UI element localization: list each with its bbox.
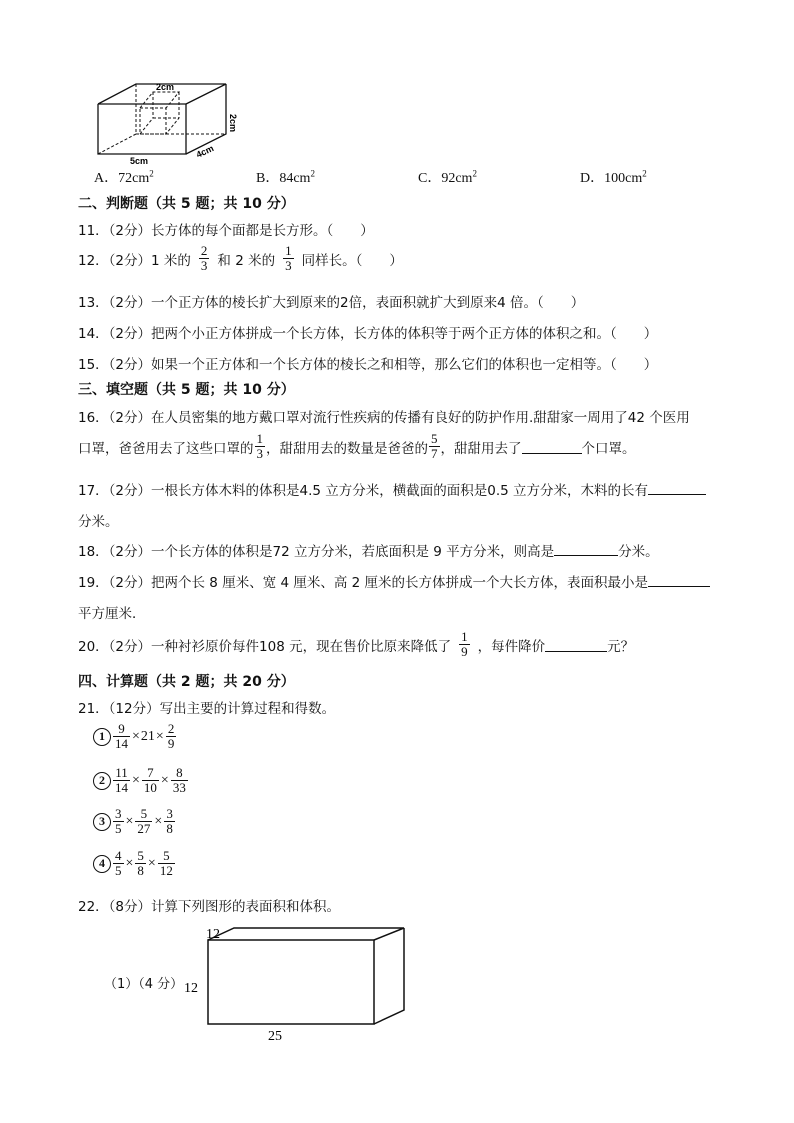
dim-top: 12: [206, 927, 220, 942]
question-20: 20．（2分）一种衬衫原价每件108 元，现在售价比原来降低了 $\frac{1}{9}$ ，每件降价 元？: [78, 629, 635, 659]
section-title: 二、判断题（共 5 题；共 10 分）: [78, 196, 295, 212]
section-title: 三、填空题（共 5 题；共 10 分）: [78, 382, 295, 398]
question-11: 11．（2分）长方体的每个面都是长方形。（ ）: [78, 223, 374, 239]
dim-bottom: 25: [268, 1029, 282, 1044]
question-12: 12．（2分）1 米的 $\frac{2}{3}$ 和 2 米的 $\frac{1}{3}$ 同样长。（ ）: [78, 243, 403, 273]
question-16-line2: 口罩，爸爸用去了这些口罩的 $\frac{1}{3}$ ，甜甜用去的数量是爸爸的 $\frac{5}{7}$ ，甜甜用去了 个口罩。: [78, 431, 636, 461]
answer-blank[interactable]: [522, 439, 582, 454]
fraction: $\frac{1}{3}$: [256, 431, 263, 461]
calc-item: 4 $\frac{4}{5}$ × $\frac{5}{8}$ × $\frac{5}{12}$: [93, 849, 176, 878]
label-right: 2cm: [228, 114, 238, 133]
question-15: 15．（2分）如果一个正方体和一个长方体的棱长之和相等，那么它们的体积也一定相等。（ ）: [78, 357, 658, 373]
dim-left: 12: [184, 981, 198, 996]
question-21: 21．（12分）写出主要的计算过程和得数。: [78, 701, 336, 717]
question-13: 13．（2分）一个正方体的棱长扩大到原来的2倍，表面积就扩大到原来4 倍。（ ）: [78, 295, 585, 311]
question-19-line2: 平方厘米．: [78, 606, 146, 622]
answer-blank[interactable]: [545, 637, 607, 652]
answer-blank[interactable]: [554, 543, 618, 556]
cuboid-figure: [90, 78, 260, 164]
question-18: 18．（2分）一个长方体的体积是72 立方分米，若底面积是 9 平方分米，则高是 分米。: [78, 544, 659, 560]
fraction: $\frac{1}{9}$: [461, 629, 468, 659]
circled-number: 2: [93, 772, 111, 790]
answer-blank[interactable]: [648, 482, 706, 495]
sub-question-label: （1）（4 分）: [104, 977, 184, 992]
question-17-line1: 17．（2分）一根长方体木料的体积是4.5 立方分米，横截面的面积是0.5 立方分米，木料的长有: [78, 479, 706, 499]
label-top: 2cm: [156, 82, 175, 92]
question-14: 14．（2分）把两个小正方体拼成一个长方体，长方体的体积等于两个正方体的体积之和。（ ）: [78, 326, 658, 342]
circled-number: 3: [93, 813, 111, 831]
circled-number: 1: [93, 728, 111, 746]
fraction: $\frac{5}{7}$: [431, 431, 438, 461]
fraction: $\frac{2}{3}$: [200, 243, 208, 273]
question-22: 22．（8分）计算下列图形的表面积和体积。: [78, 899, 341, 915]
option-a: A．$72cm^2$: [94, 168, 154, 186]
cuboid-figure-2: [180, 922, 420, 1046]
question-16-line1: 16．（2分）在人员密集的地方戴口罩对流行性疾病的传播有良好的防护作用.甜甜家一周用了42 个医用: [78, 410, 690, 426]
label-side: 4cm: [194, 143, 216, 160]
option-d: D．$100cm^2$: [580, 168, 647, 186]
section-title: 四、计算题（共 2 题；共 20 分）: [78, 674, 295, 690]
calc-item: 3 $\frac{3}{5}$ × $\frac{5}{27}$ × $\frac{3}{8}$: [93, 807, 176, 836]
calc-item: 2 $\frac{11}{14}$ × $\frac{7}{10}$ × $\frac{8}{33}$: [93, 766, 189, 795]
question-17-line2: 分米。: [78, 514, 119, 530]
option-b: B．$84cm^2$: [256, 168, 315, 186]
label-bottom: 5cm: [130, 156, 149, 164]
answer-blank[interactable]: [648, 574, 710, 587]
circled-number: 4: [93, 855, 111, 873]
question-19-line1: 19．（2分）把两个长 8 厘米、宽 4 厘米、高 2 厘米的长方体拼成一个大长方体，表面积最小是: [78, 571, 710, 591]
option-c: C．$92cm^2$: [418, 168, 477, 186]
calc-item: 1 $\frac{9}{14}$ × 21 × $\frac{2}{9}$: [93, 722, 177, 751]
fraction: $\frac{1}{3}$: [285, 243, 292, 273]
